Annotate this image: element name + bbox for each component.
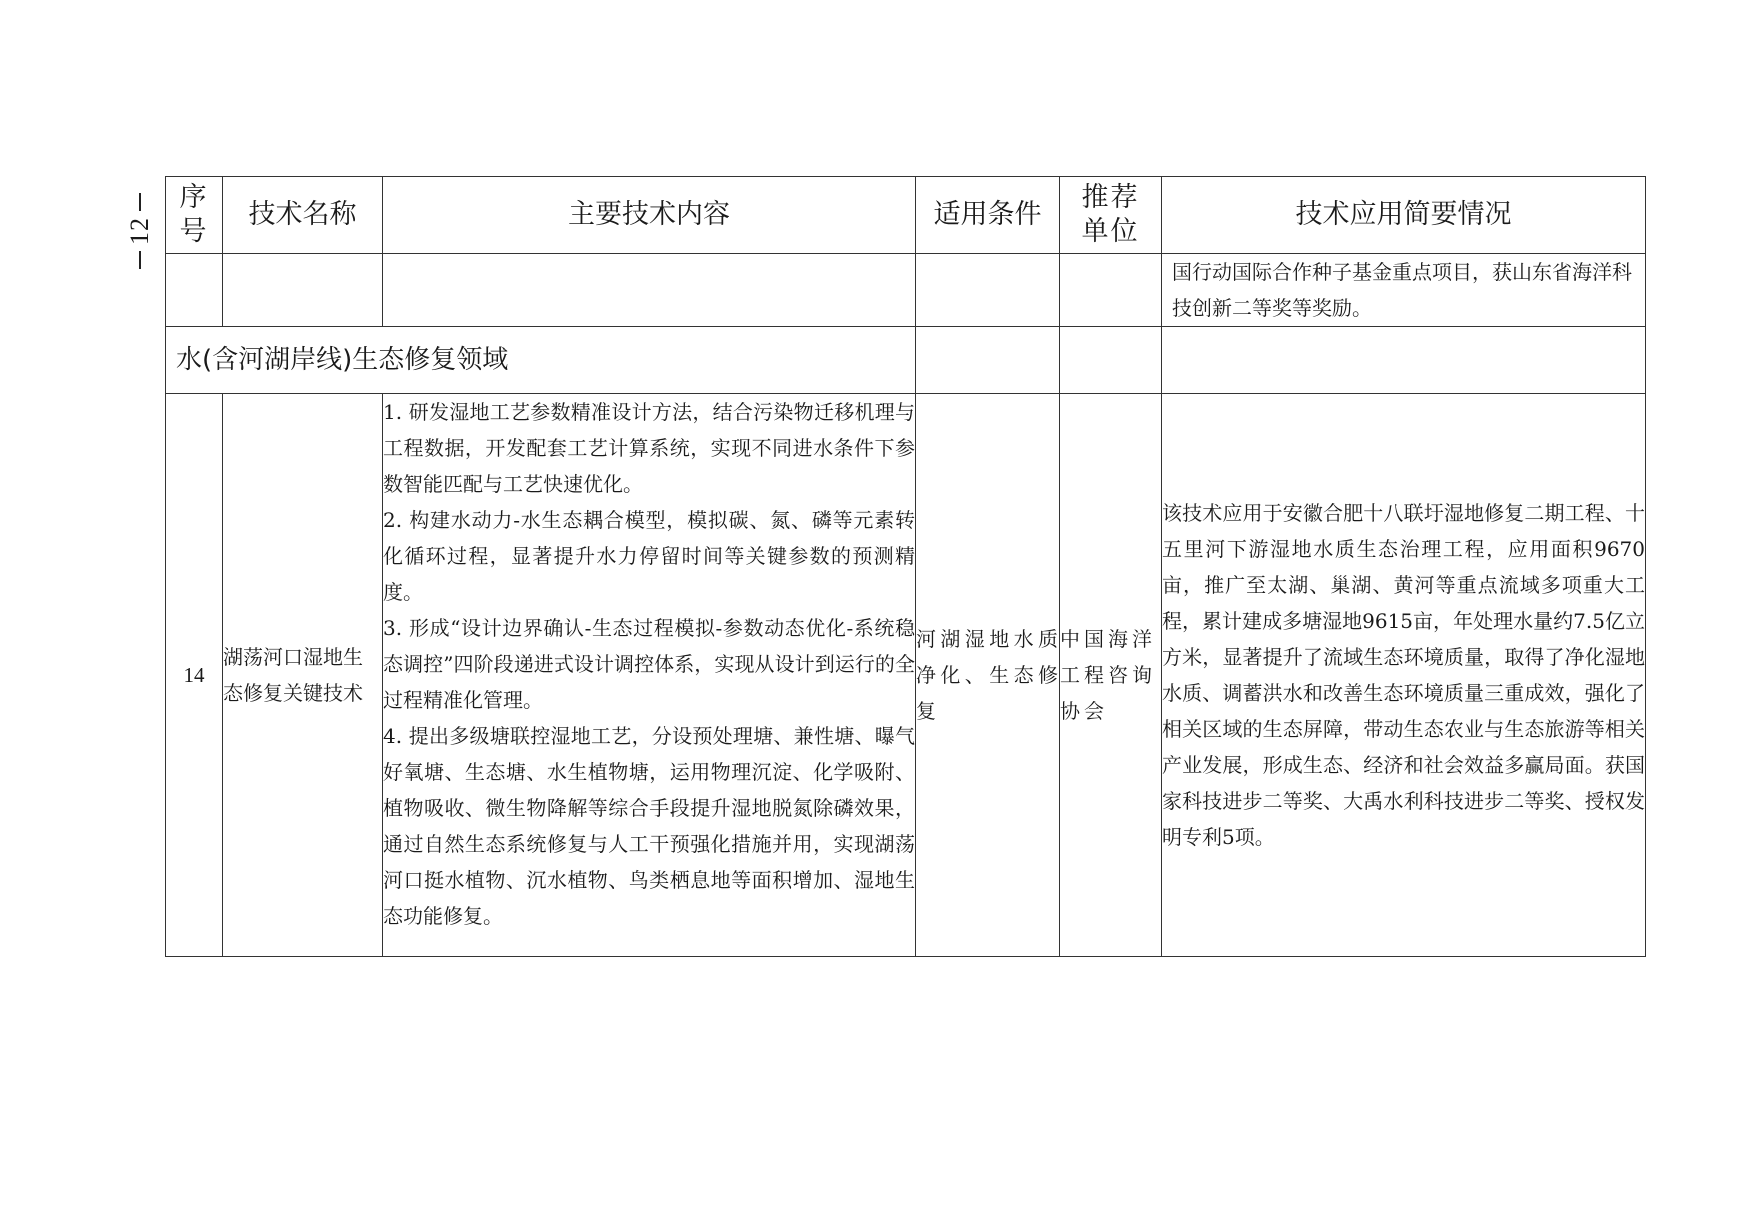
header-name: 技术名称	[223, 177, 383, 254]
continued-row	[166, 254, 1646, 327]
page-number-text: 12	[125, 217, 154, 245]
cont-name-cell	[223, 254, 383, 327]
header-summary: 技术应用简要情况	[1162, 177, 1646, 254]
content-item-2: 2. 构建水动力-水生态耦合模型，模拟碳、氮、磷等元素转化循环过程，显著提升水力停留时间等关键参数的预测精度。	[383, 508, 915, 604]
section-title: 水(含河湖岸线)生态修复领域	[176, 345, 509, 375]
technology-table	[165, 176, 1646, 957]
section-condition-cell	[916, 327, 1060, 394]
section-row	[166, 327, 1646, 394]
row-condition: 河湖湿地水质净化、生态修复	[916, 394, 1060, 957]
content-item-1: 1. 研发湿地工艺参数精准设计方法，结合污染物迁移机理与工程数据，开发配套工艺计算系统，实现不同进水条件下参数智能匹配与工艺快速优化。	[383, 400, 915, 496]
row-seq: 14	[166, 394, 223, 957]
page-number-dash-top	[139, 193, 141, 211]
section-title-cell	[166, 327, 916, 394]
cont-unit-cell	[1060, 254, 1162, 327]
row-tech-content	[383, 394, 916, 957]
header-condition: 适用条件	[916, 177, 1060, 254]
table-row	[166, 394, 1646, 957]
cont-summary-text: 国行动国际合作种子基金重点项目，获山东省海洋科技创新二等奖等奖励。	[1172, 260, 1632, 320]
row-application-summary: 该技术应用于安徽合肥十八联圩湿地修复二期工程、十五里河下游湿地水质生态治理工程，应用面积9670亩，推广至太湖、巢湖、黄河等重点流域多项重大工程，累计建成多塘湿地9615亩，年处理水量约7.5亿立方米，显著提升了流域生态环境质量，取得了净化湿地水质、调蓄洪水和改善生态环境质量三重成效，强化了相关区域的生态屏障，带动生态农业与生态旅游等相关产业发展，形成生态、经济和社会效益多赢局面。获国家科技进步二等奖、大禹水利科技进步二等奖、授权发明专利5项。	[1162, 394, 1646, 957]
content-item-4: 4. 提出多级塘联控湿地工艺，分设预处理塘、兼性塘、曝气好氧塘、生态塘、水生植物塘，运用物理沉淀、化学吸附、植物吸收、微生物降解等综合手段提升湿地脱氮除磷效果，通过自然生态系统修复与人工干预强化措施并用，实现湖荡河口挺水植物、沉水植物、鸟类栖息地等面积增加、湿地生态功能修复。	[383, 724, 915, 928]
header-content: 主要技术内容	[383, 177, 916, 254]
header-unit-line1: 推荐	[1081, 182, 1140, 213]
cont-condition-cell	[916, 254, 1060, 327]
cont-seq-cell	[166, 254, 223, 327]
row-tech-name: 湖荡河口湿地生态修复关键技术	[223, 394, 383, 957]
header-seq	[166, 177, 223, 254]
row-recommending-unit: 中国海洋工程咨询协会	[1060, 394, 1162, 957]
content-item-3: 3. 形成“设计边界确认-生态过程模拟-参数动态优化-系统稳态调控”四阶段递进式设计调控体系，实现从设计到运行的全过程精准化管理。	[383, 616, 915, 712]
cont-summary-cell	[1162, 254, 1646, 327]
header-seq-line1: 序	[179, 182, 209, 213]
section-unit-cell	[1060, 327, 1162, 394]
section-summary-cell	[1162, 327, 1646, 394]
cont-content-cell	[383, 254, 916, 327]
page-number-dash-bottom	[139, 251, 141, 269]
header-unit-line2: 单位	[1081, 216, 1140, 247]
page-number	[112, 176, 168, 286]
header-row	[166, 177, 1646, 254]
header-seq-line2: 号	[179, 216, 209, 247]
header-unit	[1060, 177, 1162, 254]
